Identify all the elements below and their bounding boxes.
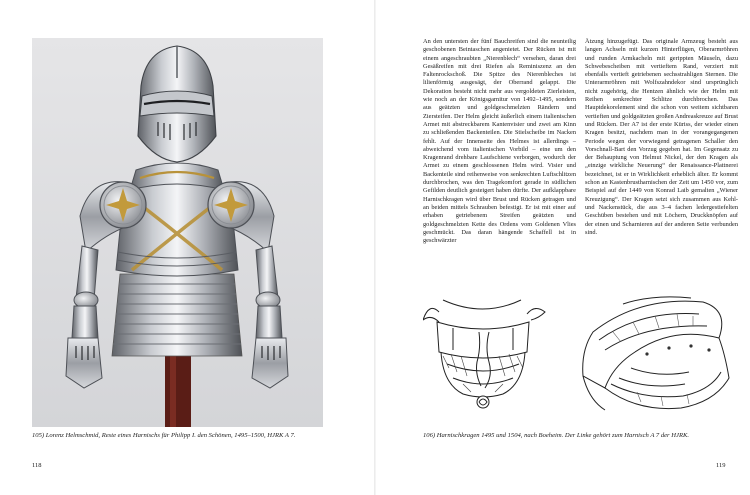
figure-105-caption: 105) Lorenz Helmschmid, Reste eines Harnischs für Philipp I. den Schönen, 1495–1500, HJRK A 7. <box>32 432 296 439</box>
book-gutter <box>374 0 376 495</box>
armor-illustration <box>32 38 323 427</box>
column-1-paragraph: An den untersten der fünf Bauchreifen sind die neunteilig geschobenen Beintaschen angenietet. Der Rücken ist mit einem angeschraubten „Nierenblech“ versehen, daran drei Gesäßreifen mit drei Riefen als Reminiszenz an den Faltenrockschoß. Die Spitze des Nierenbleches ist lilienförmig ausgesägt, der Oberrand gelappt. Die Dekoration besteht nicht mehr aus vergoldeten Zierleisten, wie noch an der Königsgarnitur von 1492–1495, sondern aus geätzten und goldgeschmelzten Rändern und Ziersteifen. Der Helm gleicht äußerlich einem italienischen Armet mit abstreckbarem Kantenvisier und zwei am Kinn zu schließenden Backenteilen. Die Stielscheibe im Nacken fehlt. Auf der Innenseite des Helmes ist allerdings – abweichend vom italienischen Vorbild – eine um den Kragenrand drehbare Laufschiene verborgen, wodurch der Armet zu einem geschlossenen Helm wird. Visier und Backenteile sind reihenweise von senkrechten Luftschlitzen durchbrochen, was den Tragekomfort gerade in südlichen Gefilden deutlich gesteigert haben dürfte. Der aufklappbare Harnischkragen wird über Brust und Rücken getragen und an beiden mittels Schrauben befestigt. Er ist mit einer auf erhaben getriebenem Streifen geätzten und goldgeschmelzten Kette des Ordens vom Goldenen Vlies geschmückt. Das daran hängende Schaffell ist in geschwärzter <box>423 38 576 245</box>
text-column-1 <box>423 38 576 288</box>
figure-106-caption: 106) Harnischkragen 1495 und 1504, nach Boeheim. Der Linke gehört zum Harnisch A 7 der HJRK. <box>423 432 690 439</box>
armor-photograph <box>32 38 323 427</box>
collar-drawings <box>423 292 737 422</box>
column-2-paragraph: Ätzung hinzugefügt. Das originale Armzeug besteht aus langen Achseln mit kurzen Hinterflügen, Oberarmröhren und runden Armkacheln mit gerippten Mäuseln, dazu Schwebescheiben mit vertieftem Rand, verziert mit ebenfalls vertieft getriebenen sechsstrahligen Sternen. Die Unterarmröhren mit Wolfszahndekor sind ursprünglich nicht zugehörig, die Hentzen ähnlich wie der Helm mit Reihen senkrechter Schlitze durchbrochen. Das Hauptdekorelement sind die schon von weitem sichtbaren vertieften und goldgeätzten großen Andreaskreuze auf Brust und Rücken. Der A7 ist der erste Küriss, der wieder einen Kragen besitzt, nachdem man in der vorangegangenen Periode wegen der vorwiegend getragenen Schaller den Vorschnall-Bart den Vorzug gegeben hat. Im Gegensatz zu der Behauptung von Helmut Nickel, der den Kragen als „einzige wirkliche Neuerung“ der Renaissance-Plattnerei bezeichnet, ist er in Wirklichkeit erheblich älter. Er kommt schon an Kastenbrustharnischen der Zeit um 1450 vor, zum Beispiel auf der 1449 von Konrad Laib gemalten „Wiener Kreuzigung“. Der Kragen setzt sich zusammen aus Kehl- und Nackenstück, die aus 3–4 fachen ledergestiefelten Geschüben bestehen und mit Löchern, Druckknöpfen auf der einen und Scharnieren auf der anderen Seite verbunden sind. <box>585 38 738 236</box>
page-number-right: 119 <box>716 462 726 469</box>
text-column-2 <box>585 38 738 288</box>
page-number-left: 118 <box>32 462 42 469</box>
gorget-line-drawings <box>423 292 737 422</box>
